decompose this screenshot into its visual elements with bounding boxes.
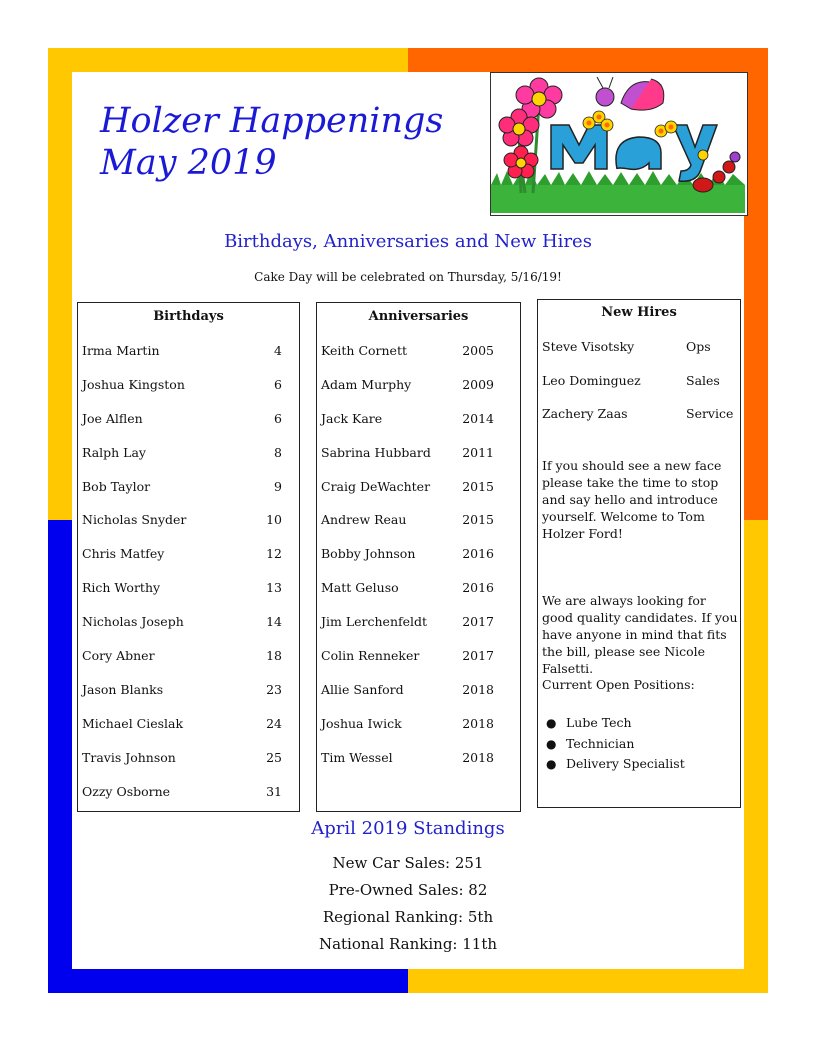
anniversary-year: 2014 xyxy=(462,410,494,426)
hire-name: Leo Dominguez xyxy=(542,372,641,388)
table-row xyxy=(317,343,520,377)
anniversary-name: Matt Geluso xyxy=(321,580,399,596)
anniversary-name: Jim Lerchenfeldt xyxy=(321,614,428,630)
anniversary-name: Tim Wessel xyxy=(321,749,393,765)
anniversary-name: Craig DeWachter xyxy=(321,478,431,494)
birthday-day: 13 xyxy=(266,580,282,596)
table-row xyxy=(78,750,299,784)
new-hires-list xyxy=(538,339,740,440)
frame-left-top xyxy=(48,48,72,520)
table-row xyxy=(78,682,299,716)
new-hires-box xyxy=(537,299,741,808)
birthday-name: Joe Alflen xyxy=(82,410,143,426)
hire-dept: Sales xyxy=(686,372,720,388)
birthday-day: 9 xyxy=(274,478,282,494)
anniversary-year: 2017 xyxy=(462,614,494,630)
birthday-name: Bob Taylor xyxy=(82,478,151,494)
birthday-name: Michael Cieslak xyxy=(82,715,184,731)
frame-right-bottom xyxy=(744,520,768,993)
bullet-icon: ● xyxy=(546,736,557,751)
table-row xyxy=(78,411,299,445)
candidates-paragraph: We are always looking for good quality candidates. If you have anyone in mind that fits the bill, please see Nicole Falsetti. xyxy=(542,593,738,676)
table-row xyxy=(317,580,520,614)
list-item xyxy=(542,754,685,775)
hire-name: Zachery Zaas xyxy=(542,406,628,421)
newsletter-title xyxy=(100,100,443,184)
table-row xyxy=(538,373,740,407)
table-row xyxy=(78,784,299,818)
birthday-name: Jason Blanks xyxy=(82,681,164,697)
position-label: Technician xyxy=(566,735,635,751)
bullet-icon: ● xyxy=(546,716,557,730)
anniversary-year: 2017 xyxy=(462,648,494,664)
cake-day-note: Cake Day will be celebrated on Thursday, 5/16/19! xyxy=(254,270,562,284)
standings-pre-owned-sales: Pre-Owned Sales: 82 xyxy=(328,881,488,899)
position-label: Delivery Specialist xyxy=(566,756,685,771)
birthday-day: 24 xyxy=(266,715,282,731)
bullet-icon: ● xyxy=(546,757,557,771)
anniversaries-title: Anniversaries xyxy=(368,309,469,324)
table-row xyxy=(78,614,299,648)
table-row xyxy=(78,343,299,377)
table-row xyxy=(78,716,299,750)
anniversary-year: 2005 xyxy=(462,343,494,358)
anniversary-name: Bobby Johnson xyxy=(321,546,416,562)
birthdays-title: Birthdays xyxy=(153,309,224,324)
anniversary-year: 2018 xyxy=(462,681,494,697)
birthday-day: 12 xyxy=(266,546,282,562)
anniversary-name: Colin Renneker xyxy=(321,648,420,664)
title-line-2: May 2019 xyxy=(100,143,277,183)
anniversary-name: Allie Sanford xyxy=(321,681,404,697)
table-row xyxy=(78,479,299,513)
anniversaries-box xyxy=(316,302,521,812)
frame-top-right xyxy=(408,48,768,72)
table-row xyxy=(538,406,740,440)
table-row xyxy=(317,750,520,784)
anniversary-year: 2009 xyxy=(462,376,494,392)
welcome-paragraph: If you should see a new face please take the time to stop and say hello and introduce yourself. Welcome to Tom Holzer Ford! xyxy=(542,458,722,541)
birthday-name: Rich Worthy xyxy=(82,580,161,596)
anniversary-year: 2015 xyxy=(462,478,494,494)
birthday-day: 18 xyxy=(266,648,282,664)
birthday-day: 6 xyxy=(274,410,282,426)
table-row xyxy=(317,648,520,682)
may-clipart xyxy=(490,72,748,216)
section-heading: Birthdays, Anniversaries and New Hires xyxy=(224,231,592,252)
birthday-name: Nicholas Joseph xyxy=(82,614,184,630)
table-row xyxy=(78,377,299,411)
standings-national-ranking: National Ranking: 11th xyxy=(318,935,498,953)
hire-name: Steve Visotsky xyxy=(542,339,635,354)
birthday-name: Joshua Kingston xyxy=(82,376,185,392)
anniversary-name: Keith Cornett xyxy=(321,343,408,358)
birthday-day: 6 xyxy=(274,376,282,392)
standings-new-car-sales: New Car Sales: 251 xyxy=(332,854,484,872)
anniversary-year: 2011 xyxy=(462,444,494,460)
birthday-name: Nicholas Snyder xyxy=(82,512,187,528)
table-row xyxy=(317,479,520,513)
table-row xyxy=(317,512,520,546)
anniversary-year: 2018 xyxy=(462,715,494,731)
table-row xyxy=(317,445,520,479)
birthdays-box xyxy=(77,302,300,812)
anniversary-name: Jack Kare xyxy=(321,410,383,426)
new-hires-title: New Hires xyxy=(601,305,677,320)
table-row xyxy=(317,411,520,445)
birthday-day: 14 xyxy=(266,614,282,630)
anniversary-year: 2016 xyxy=(462,580,494,596)
open-positions-list xyxy=(542,713,685,775)
table-row xyxy=(317,546,520,580)
birthday-day: 8 xyxy=(274,444,282,460)
standings-title: April 2019 Standings xyxy=(311,818,505,839)
standings-list xyxy=(72,850,744,958)
birthday-day: 4 xyxy=(274,343,282,358)
frame-bottom-right xyxy=(408,969,768,993)
frame-bottom-left xyxy=(48,969,408,993)
hire-dept: Service xyxy=(686,406,734,421)
anniversary-year: 2015 xyxy=(462,512,494,528)
anniversary-name: Adam Murphy xyxy=(321,376,412,392)
table-row xyxy=(538,339,740,373)
table-row xyxy=(78,512,299,546)
table-row xyxy=(317,377,520,411)
birthday-name: Cory Abner xyxy=(82,648,155,664)
list-item xyxy=(542,713,685,734)
standings-regional-ranking: Regional Ranking: 5th xyxy=(322,908,494,926)
birthday-name: Irma Martin xyxy=(82,343,160,358)
anniversaries-list xyxy=(317,343,520,784)
hire-dept: Ops xyxy=(686,339,711,354)
birthday-name: Ralph Lay xyxy=(82,444,146,460)
frame-left-bottom xyxy=(48,520,72,993)
birthday-name: Ozzy Osborne xyxy=(82,783,171,799)
table-row xyxy=(317,614,520,648)
table-row xyxy=(317,682,520,716)
birthday-day: 25 xyxy=(266,749,282,765)
list-item xyxy=(542,734,685,755)
position-label: Lube Tech xyxy=(566,715,632,730)
table-row xyxy=(78,445,299,479)
table-row xyxy=(78,546,299,580)
title-line-1: Holzer Happenings xyxy=(100,101,444,141)
anniversary-name: Joshua Iwick xyxy=(321,715,402,731)
birthday-day: 23 xyxy=(266,681,282,697)
frame-top-left xyxy=(48,48,408,72)
birthday-day: 31 xyxy=(266,783,282,799)
table-row xyxy=(78,580,299,614)
table-row xyxy=(78,648,299,682)
anniversary-year: 2016 xyxy=(462,546,494,562)
birthdays-list xyxy=(78,343,299,817)
may-flowers-icon xyxy=(491,73,745,213)
birthday-name: Travis Johnson xyxy=(82,749,176,765)
anniversary-name: Sabrina Hubbard xyxy=(321,444,431,460)
open-positions-label: Current Open Positions: xyxy=(542,677,695,692)
table-row xyxy=(317,716,520,750)
birthday-day: 10 xyxy=(266,512,282,528)
birthday-name: Chris Matfey xyxy=(82,546,165,562)
anniversary-year: 2018 xyxy=(462,749,494,765)
anniversary-name: Andrew Reau xyxy=(321,512,407,528)
